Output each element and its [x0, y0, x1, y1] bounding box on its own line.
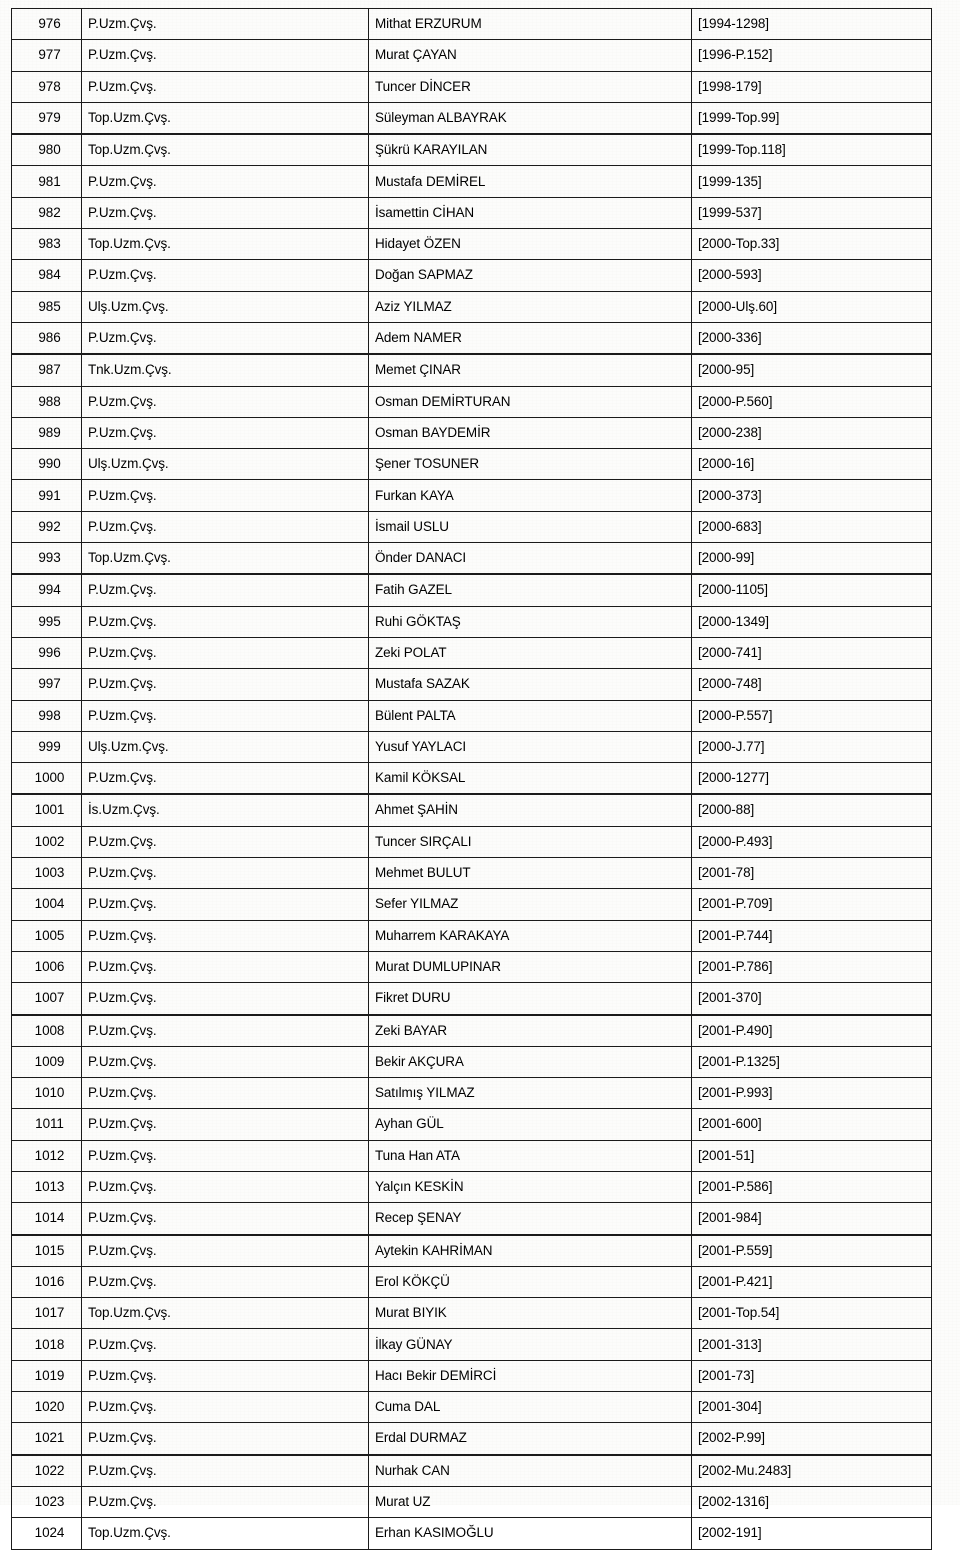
cell-full-name: Bülent PALTA [369, 700, 692, 731]
registry-table-body [12, 9, 932, 1550]
cell-rank: P.Uzm.Çvş. [82, 322, 369, 354]
table-row [12, 71, 932, 102]
cell-registry-number: [2001-P.744] [692, 920, 932, 951]
cell-registry-number: [2001-370] [692, 983, 932, 1015]
cell-registry-number: [2000-1349] [692, 606, 932, 637]
cell-full-name: Tuncer SIRÇALI [369, 826, 692, 857]
cell-sequence-number: 1018 [12, 1329, 82, 1360]
table-row [12, 1360, 932, 1391]
table-row [12, 1171, 932, 1202]
cell-registry-number: [2000-336] [692, 322, 932, 354]
cell-registry-number: [2000-88] [692, 794, 932, 826]
cell-full-name: Murat DUMLUPINAR [369, 951, 692, 982]
table-row [12, 1392, 932, 1423]
cell-full-name: Önder DANACI [369, 543, 692, 575]
cell-sequence-number: 976 [12, 9, 82, 40]
table-row [12, 1518, 932, 1549]
table-row [12, 826, 932, 857]
table-row [12, 322, 932, 354]
table-row [12, 920, 932, 951]
cell-rank: P.Uzm.Çvş. [82, 1046, 369, 1077]
cell-full-name: Nurhak CAN [369, 1455, 692, 1487]
table-row [12, 889, 932, 920]
cell-rank: Top.Uzm.Çvş. [82, 543, 369, 575]
cell-rank: Tnk.Uzm.Çvş. [82, 354, 369, 386]
cell-full-name: Murat ÇAYAN [369, 40, 692, 71]
cell-sequence-number: 1006 [12, 951, 82, 982]
cell-rank: P.Uzm.Çvş. [82, 1266, 369, 1297]
table-row [12, 700, 932, 731]
cell-rank: P.Uzm.Çvş. [82, 1078, 369, 1109]
cell-sequence-number: 1016 [12, 1266, 82, 1297]
cell-sequence-number: 1014 [12, 1203, 82, 1235]
cell-registry-number: [2002-Mu.2483] [692, 1455, 932, 1487]
table-row [12, 858, 932, 889]
cell-registry-number: [1996-P.152] [692, 40, 932, 71]
cell-sequence-number: 1004 [12, 889, 82, 920]
table-row [12, 260, 932, 291]
cell-sequence-number: 989 [12, 417, 82, 448]
cell-registry-number: [2000-1105] [692, 574, 932, 606]
table-row [12, 229, 932, 260]
cell-registry-number: [2000-16] [692, 449, 932, 480]
table-row [12, 197, 932, 228]
cell-registry-number: [2000-P.560] [692, 386, 932, 417]
cell-full-name: Murat BIYIK [369, 1298, 692, 1329]
cell-sequence-number: 994 [12, 574, 82, 606]
cell-full-name: Tuna Han ATA [369, 1140, 692, 1171]
cell-rank: P.Uzm.Çvş. [82, 920, 369, 951]
table-row [12, 40, 932, 71]
cell-full-name: Ayhan GÜL [369, 1109, 692, 1140]
cell-sequence-number: 1001 [12, 794, 82, 826]
cell-rank: P.Uzm.Çvş. [82, 1455, 369, 1487]
cell-registry-number: [2001-304] [692, 1392, 932, 1423]
table-row [12, 1423, 932, 1455]
cell-sequence-number: 1012 [12, 1140, 82, 1171]
cell-sequence-number: 995 [12, 606, 82, 637]
cell-registry-number: [2000-99] [692, 543, 932, 575]
cell-full-name: Kamil KÖKSAL [369, 763, 692, 795]
cell-full-name: Murat UZ [369, 1486, 692, 1517]
cell-rank: P.Uzm.Çvş. [82, 951, 369, 982]
cell-rank: P.Uzm.Çvş. [82, 574, 369, 606]
cell-rank: P.Uzm.Çvş. [82, 1235, 369, 1267]
cell-registry-number: [2000-741] [692, 637, 932, 668]
cell-sequence-number: 983 [12, 229, 82, 260]
cell-sequence-number: 978 [12, 71, 82, 102]
cell-rank: İs.Uzm.Çvş. [82, 794, 369, 826]
cell-sequence-number: 997 [12, 669, 82, 700]
cell-rank: P.Uzm.Çvş. [82, 1171, 369, 1202]
table-row [12, 1015, 932, 1047]
cell-sequence-number: 986 [12, 322, 82, 354]
cell-full-name: Bekir AKÇURA [369, 1046, 692, 1077]
cell-sequence-number: 1024 [12, 1518, 82, 1549]
cell-registry-number: [2001-600] [692, 1109, 932, 1140]
cell-rank: P.Uzm.Çvş. [82, 1423, 369, 1455]
cell-rank: P.Uzm.Çvş. [82, 669, 369, 700]
table-row [12, 1235, 932, 1267]
cell-full-name: Aytekin KAHRİMAN [369, 1235, 692, 1267]
cell-full-name: İlkay GÜNAY [369, 1329, 692, 1360]
cell-sequence-number: 987 [12, 354, 82, 386]
cell-registry-number: [2000-Top.33] [692, 229, 932, 260]
cell-full-name: Aziz YILMAZ [369, 291, 692, 322]
cell-sequence-number: 1000 [12, 763, 82, 795]
cell-registry-number: [2000-683] [692, 511, 932, 542]
cell-registry-number: [2001-P.786] [692, 951, 932, 982]
cell-registry-number: [1999-537] [692, 197, 932, 228]
cell-registry-number: [2001-73] [692, 1360, 932, 1391]
cell-full-name: Zeki POLAT [369, 637, 692, 668]
table-row [12, 1078, 932, 1109]
table-row [12, 1298, 932, 1329]
table-row [12, 637, 932, 668]
cell-full-name: Recep ŞENAY [369, 1203, 692, 1235]
cell-rank: P.Uzm.Çvş. [82, 826, 369, 857]
cell-sequence-number: 1022 [12, 1455, 82, 1487]
cell-sequence-number: 990 [12, 449, 82, 480]
cell-full-name: Osman BAYDEMİR [369, 417, 692, 448]
table-row [12, 166, 932, 197]
cell-registry-number: [2001-P.1325] [692, 1046, 932, 1077]
cell-sequence-number: 1013 [12, 1171, 82, 1202]
registry-table [11, 8, 932, 1550]
cell-sequence-number: 984 [12, 260, 82, 291]
cell-rank: P.Uzm.Çvş. [82, 386, 369, 417]
table-row [12, 417, 932, 448]
table-row [12, 1486, 932, 1517]
cell-registry-number: [2001-P.559] [692, 1235, 932, 1267]
cell-sequence-number: 982 [12, 197, 82, 228]
cell-registry-number: [2001-P.993] [692, 1078, 932, 1109]
cell-rank: P.Uzm.Çvş. [82, 637, 369, 668]
cell-rank: P.Uzm.Çvş. [82, 763, 369, 795]
cell-full-name: Tuncer DİNCER [369, 71, 692, 102]
cell-full-name: Memet ÇINAR [369, 354, 692, 386]
cell-registry-number: [2000-593] [692, 260, 932, 291]
cell-sequence-number: 1010 [12, 1078, 82, 1109]
cell-full-name: Osman DEMİRTURAN [369, 386, 692, 417]
table-row [12, 669, 932, 700]
cell-rank: P.Uzm.Çvş. [82, 511, 369, 542]
table-row [12, 386, 932, 417]
cell-full-name: Doğan SAPMAZ [369, 260, 692, 291]
cell-full-name: Hacı Bekir DEMİRCİ [369, 1360, 692, 1391]
table-row [12, 1203, 932, 1235]
cell-registry-number: [2001-51] [692, 1140, 932, 1171]
table-row [12, 480, 932, 511]
cell-rank: P.Uzm.Çvş. [82, 417, 369, 448]
cell-rank: P.Uzm.Çvş. [82, 1015, 369, 1047]
cell-rank: P.Uzm.Çvş. [82, 983, 369, 1015]
cell-registry-number: [2000-373] [692, 480, 932, 511]
cell-registry-number: [2001-P.421] [692, 1266, 932, 1297]
cell-sequence-number: 991 [12, 480, 82, 511]
cell-registry-number: [2000-95] [692, 354, 932, 386]
cell-registry-number: [2000-748] [692, 669, 932, 700]
cell-sequence-number: 992 [12, 511, 82, 542]
cell-registry-number: [1999-Top.99] [692, 102, 932, 134]
table-row [12, 134, 932, 166]
cell-registry-number: [2000-1277] [692, 763, 932, 795]
cell-registry-number: [2000-238] [692, 417, 932, 448]
cell-rank: P.Uzm.Çvş. [82, 1203, 369, 1235]
table-row [12, 1140, 932, 1171]
table-row [12, 1329, 932, 1360]
cell-registry-number: [2001-984] [692, 1203, 932, 1235]
cell-registry-number: [2002-1316] [692, 1486, 932, 1517]
table-row [12, 1109, 932, 1140]
cell-rank: P.Uzm.Çvş. [82, 71, 369, 102]
cell-registry-number: [2002-P.99] [692, 1423, 932, 1455]
cell-rank: P.Uzm.Çvş. [82, 40, 369, 71]
cell-full-name: İsmail USLU [369, 511, 692, 542]
cell-sequence-number: 999 [12, 731, 82, 762]
cell-rank: P.Uzm.Çvş. [82, 166, 369, 197]
cell-full-name: Fikret DURU [369, 983, 692, 1015]
cell-sequence-number: 1009 [12, 1046, 82, 1077]
cell-rank: Top.Uzm.Çvş. [82, 229, 369, 260]
cell-rank: P.Uzm.Çvş. [82, 1329, 369, 1360]
cell-registry-number: [2000-J.77] [692, 731, 932, 762]
cell-rank: Top.Uzm.Çvş. [82, 1298, 369, 1329]
cell-full-name: Mustafa DEMİREL [369, 166, 692, 197]
table-row [12, 449, 932, 480]
table-row [12, 291, 932, 322]
cell-rank: P.Uzm.Çvş. [82, 260, 369, 291]
cell-rank: P.Uzm.Çvş. [82, 858, 369, 889]
table-row [12, 606, 932, 637]
registry-table-container [11, 8, 931, 1550]
cell-rank: Top.Uzm.Çvş. [82, 102, 369, 134]
cell-full-name: Mithat ERZURUM [369, 9, 692, 40]
cell-full-name: Mustafa SAZAK [369, 669, 692, 700]
cell-registry-number: [2001-P.586] [692, 1171, 932, 1202]
cell-full-name: Fatih GAZEL [369, 574, 692, 606]
cell-registry-number: [1999-Top.118] [692, 134, 932, 166]
cell-sequence-number: 1002 [12, 826, 82, 857]
cell-full-name: Şener TOSUNER [369, 449, 692, 480]
cell-rank: P.Uzm.Çvş. [82, 1109, 369, 1140]
cell-full-name: Ahmet ŞAHİN [369, 794, 692, 826]
cell-full-name: İsamettin CİHAN [369, 197, 692, 228]
table-row [12, 731, 932, 762]
cell-full-name: Hidayet ÖZEN [369, 229, 692, 260]
cell-rank: Ulş.Uzm.Çvş. [82, 291, 369, 322]
cell-sequence-number: 985 [12, 291, 82, 322]
cell-full-name: Sefer YILMAZ [369, 889, 692, 920]
cell-rank: P.Uzm.Çvş. [82, 1392, 369, 1423]
table-row [12, 543, 932, 575]
cell-rank: P.Uzm.Çvş. [82, 1140, 369, 1171]
cell-sequence-number: 1011 [12, 1109, 82, 1140]
cell-sequence-number: 996 [12, 637, 82, 668]
cell-full-name: Şükrü KARAYILAN [369, 134, 692, 166]
cell-sequence-number: 1005 [12, 920, 82, 951]
cell-sequence-number: 1020 [12, 1392, 82, 1423]
cell-sequence-number: 1008 [12, 1015, 82, 1047]
cell-rank: P.Uzm.Çvş. [82, 700, 369, 731]
cell-registry-number: [2000-Ulş.60] [692, 291, 932, 322]
cell-sequence-number: 1003 [12, 858, 82, 889]
table-row [12, 354, 932, 386]
table-row [12, 763, 932, 795]
cell-sequence-number: 1023 [12, 1486, 82, 1517]
cell-full-name: Erhan KASIMOĞLU [369, 1518, 692, 1549]
cell-registry-number: [2001-Top.54] [692, 1298, 932, 1329]
cell-sequence-number: 1015 [12, 1235, 82, 1267]
cell-rank: Ulş.Uzm.Çvş. [82, 731, 369, 762]
table-row [12, 574, 932, 606]
cell-registry-number: [2001-78] [692, 858, 932, 889]
cell-full-name: Mehmet BULUT [369, 858, 692, 889]
table-row [12, 794, 932, 826]
cell-full-name: Süleyman ALBAYRAK [369, 102, 692, 134]
cell-full-name: Yalçın KESKİN [369, 1171, 692, 1202]
cell-full-name: Erol KÖKÇÜ [369, 1266, 692, 1297]
cell-rank: Top.Uzm.Çvş. [82, 1518, 369, 1549]
cell-registry-number: [2002-191] [692, 1518, 932, 1549]
cell-sequence-number: 1021 [12, 1423, 82, 1455]
cell-sequence-number: 1017 [12, 1298, 82, 1329]
cell-rank: P.Uzm.Çvş. [82, 9, 369, 40]
cell-full-name: Ruhi GÖKTAŞ [369, 606, 692, 637]
cell-registry-number: [1994-1298] [692, 9, 932, 40]
cell-full-name: Furkan KAYA [369, 480, 692, 511]
cell-rank: P.Uzm.Çvş. [82, 480, 369, 511]
cell-full-name: Cuma DAL [369, 1392, 692, 1423]
cell-rank: Ulş.Uzm.Çvş. [82, 449, 369, 480]
cell-rank: P.Uzm.Çvş. [82, 1360, 369, 1391]
table-row [12, 1266, 932, 1297]
cell-registry-number: [2001-P.490] [692, 1015, 932, 1047]
cell-full-name: Muharrem KARAKAYA [369, 920, 692, 951]
cell-full-name: Yusuf YAYLACI [369, 731, 692, 762]
cell-registry-number: [1999-135] [692, 166, 932, 197]
cell-rank: Top.Uzm.Çvş. [82, 134, 369, 166]
cell-rank: P.Uzm.Çvş. [82, 606, 369, 637]
cell-sequence-number: 980 [12, 134, 82, 166]
cell-full-name: Erdal DURMAZ [369, 1423, 692, 1455]
table-row [12, 1046, 932, 1077]
cell-rank: P.Uzm.Çvş. [82, 197, 369, 228]
cell-registry-number: [2000-P.493] [692, 826, 932, 857]
cell-sequence-number: 981 [12, 166, 82, 197]
cell-registry-number: [2000-P.557] [692, 700, 932, 731]
table-row [12, 1455, 932, 1487]
cell-sequence-number: 1019 [12, 1360, 82, 1391]
table-row [12, 9, 932, 40]
cell-registry-number: [1998-179] [692, 71, 932, 102]
cell-sequence-number: 977 [12, 40, 82, 71]
cell-sequence-number: 988 [12, 386, 82, 417]
table-row [12, 951, 932, 982]
table-row [12, 102, 932, 134]
cell-registry-number: [2001-P.709] [692, 889, 932, 920]
cell-rank: P.Uzm.Çvş. [82, 1486, 369, 1517]
table-row [12, 983, 932, 1015]
cell-sequence-number: 979 [12, 102, 82, 134]
cell-sequence-number: 993 [12, 543, 82, 575]
cell-full-name: Zeki BAYAR [369, 1015, 692, 1047]
cell-full-name: Satılmış YILMAZ [369, 1078, 692, 1109]
cell-registry-number: [2001-313] [692, 1329, 932, 1360]
cell-rank: P.Uzm.Çvş. [82, 889, 369, 920]
cell-sequence-number: 1007 [12, 983, 82, 1015]
cell-full-name: Adem NAMER [369, 322, 692, 354]
table-row [12, 511, 932, 542]
cell-sequence-number: 998 [12, 700, 82, 731]
